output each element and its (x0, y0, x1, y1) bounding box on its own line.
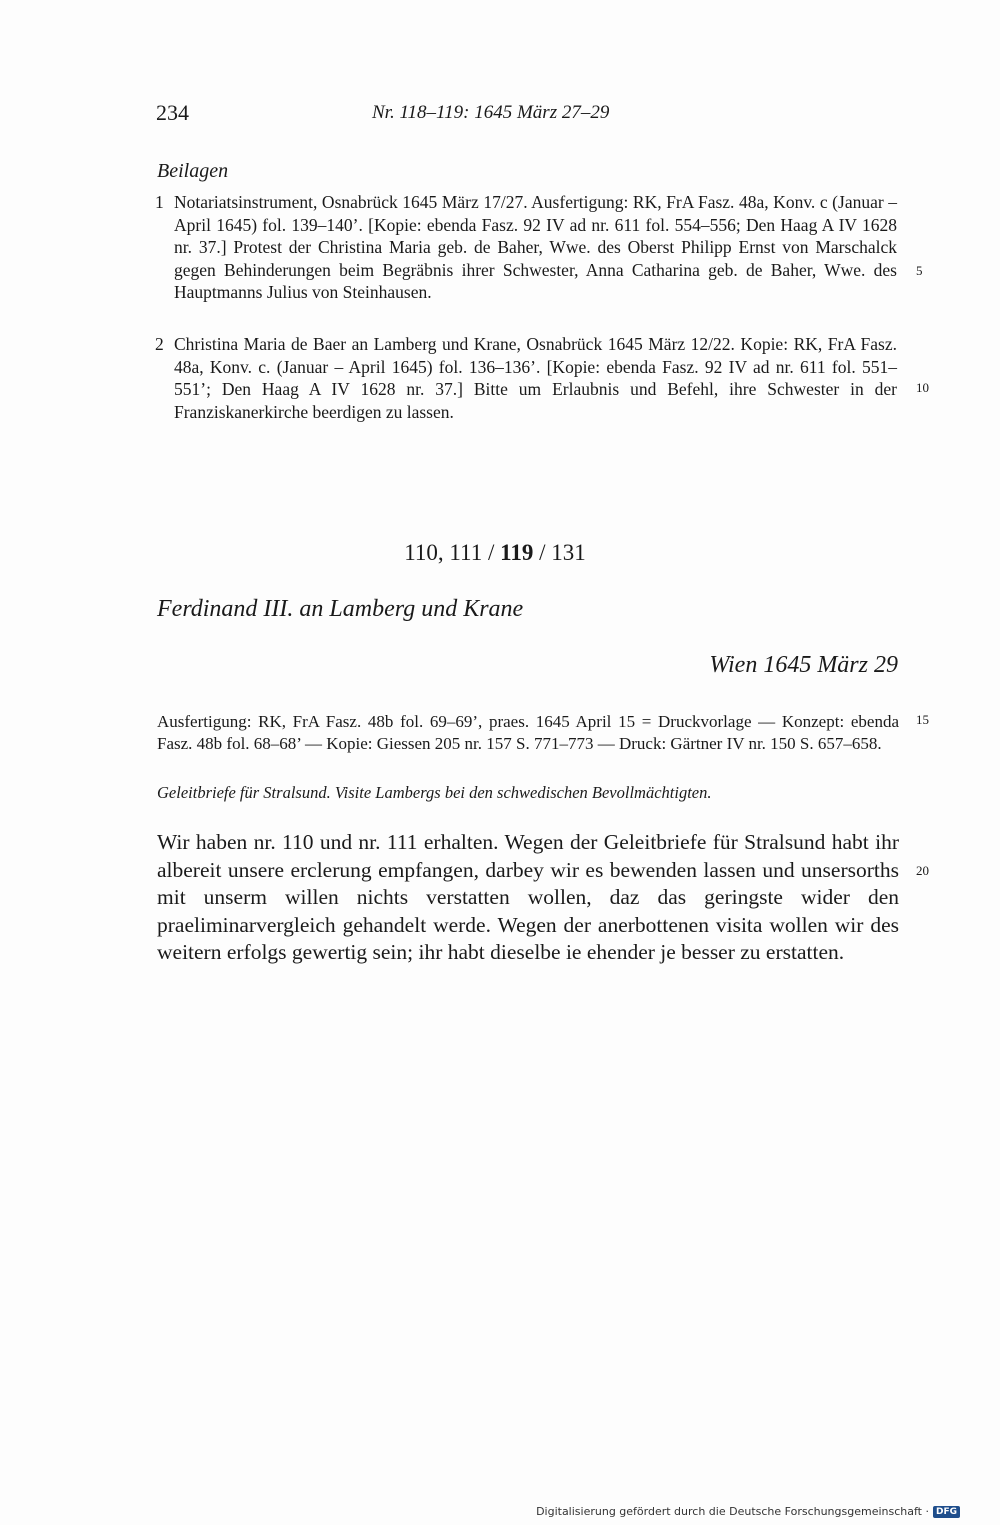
enclosure-number: 2 (155, 334, 164, 354)
enclosure-number: 1 (155, 192, 164, 212)
running-head (156, 100, 898, 130)
page-number: 234 (156, 100, 189, 125)
document-number-line (0, 540, 990, 566)
cross-references-before: 110, 111 / (404, 540, 501, 565)
document-body-text: Wir haben nr. 110 und nr. 111 erhalten. Wegen der Geleitbriefe für Stralsund habt ihr albereit unsere erclerung empfangen, darbey wir es bewenden lassen und unsersorths mit unserm willen nichts verstatten wollen, daz das geringste wider den praeliminarvergleich gehandelt werde. Wegen der anerbottenen visita wollen wir des weitern erfolgs gewertig sein; ihr habt dieselbe ie ehender je besser zu erstatten. (157, 830, 899, 964)
line-number: 10 (916, 380, 929, 395)
enclosure-text: Notariatsinstrument, Osnabrück 1645 März 17/27. Ausfertigung: RK, FrA Fasz. 48a, Konv. c (Januar – April 1645) fol. 139–140’. [Kopie: ebenda Fasz. 92 IV ad nr. 611 fol. 554–556; Den Haag A IV 1628 nr. 37.] Protest der Christina Maria geb. de Baher, Wwe. des Oberst Philipp Ernst von Marschalck gegen Behinderungen beim Begräbnis ihrer Schwester, Anna Catharina geb. de Baher, Wwe. des Hauptmanns Julius von Steinhausen. (174, 192, 897, 302)
document-number: 119 (500, 540, 534, 565)
line-number: 20 (916, 863, 929, 878)
enclosure-item (155, 191, 897, 304)
enclosure-item (155, 333, 897, 423)
enclosure-text: Christina Maria de Baer an Lamberg und Krane, Osnabrück 1645 März 12/22. Kopie: RK, FrA Fasz. 48a, Konv. c. (Januar – April 1645) fol. 136–136’. [Kopie: ebenda Fasz. 92 IV ad nr. 611 fol. 551–551’; Den Haag A IV 1628 nr. 37.] Bitte um Erlaubnis und Befehl, ihre Schwester in der Franziskanerkirche beerdigen zu lassen. (174, 334, 897, 422)
dfg-logo: DFG (933, 1506, 960, 1518)
cross-references-after: / 131 (533, 540, 586, 565)
beilagen-heading: Beilagen (157, 160, 229, 182)
document-place-date: Wien 1645 März 29 (709, 652, 898, 678)
line-number: 15 (916, 712, 929, 727)
line-number: 5 (916, 263, 923, 278)
transmission-note: Ausfertigung: RK, FrA Fasz. 48b fol. 69–69’, praes. 1645 April 15 = Druckvorlage — Konzept: ebenda Fasz. 48b fol. 68–68’ — Kopie: Giessen 205 nr. 157 S. 771–773 — Druck: Gärtner IV nr. 150 S. 657–658. (157, 712, 899, 753)
document-title: Ferdinand III. an Lamberg und Krane (157, 596, 524, 622)
document-summary: Geleitbriefe für Stralsund. Visite Lambergs bei den schwedischen Bevollmächtigten. (157, 783, 712, 802)
footer-note-text: Digitalisierung gefördert durch die Deutsche Forschungsgemeinschaft · (536, 1505, 929, 1518)
running-head-title: Nr. 118–119: 1645 März 27–29 (372, 102, 610, 123)
digitization-footer (536, 1505, 960, 1518)
